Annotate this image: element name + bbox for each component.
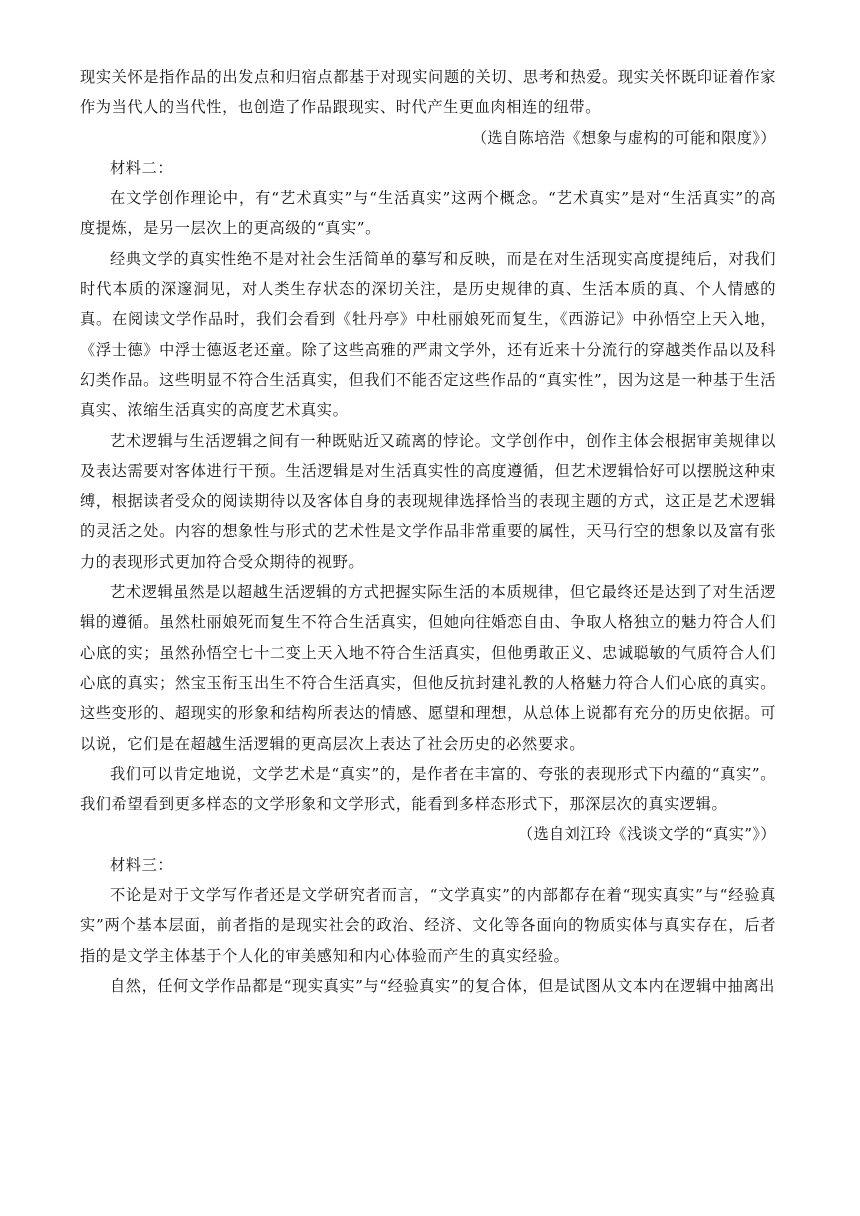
material-three-label: 材料三：	[110, 855, 174, 874]
source-citation-2: （选自刘江玲《浅谈文学的“真实”》）	[517, 825, 776, 844]
paragraph-continuation: 现实关怀是指作品的出发点和归宿点都基于对现实问题的关切、思考和热爱。现实关怀既印证着作家作为当代人的当代性，也创造了作品跟现实、时代产生更血肉相连的纽带。	[80, 68, 776, 117]
paragraph-conclusion: 我们可以肯定地说，文学艺术是“真实”的，是作者在丰富的、夸张的表现形式下内蕴的“真实”。我们希望看到更多样态的文学形象和文学形式，能看到多样态形式下，那深层次的真实逻辑。	[80, 764, 776, 814]
paragraph-literary-truth-layers: 不论是对于文学写作者还是文学研究者而言，“文学真实”的内部都存在着“现实真实”与“经验真实”两个基本层面，前者指的是现实社会的政治、经济、文化等各面向的物质实体与真实存在，后者指的是文学主体基于个人化的审美感知和内心体验而产生的真实经验。	[80, 886, 776, 965]
paragraph-classic-literature: 经典文学的真实性绝不是对社会生活简单的摹写和反映，而是在对生活现实高度提纯后，对我们时代本质的深邃洞见，对人类生存状态的深切关注，是历史规律的真、生活本质的真、个人情感的真。在阅读文学作品时，我们会看到《牡丹亭》中杜丽娘死而复生，《西游记》中孙悟空上天入地，《浮士德》中浮士德返老还童。除了这些高雅的严肃文学外，还有近来十分流行的穿越类作品以及科幻类作品。这些明显不符合生活真实，但我们不能否定这些作品的“真实性”，因为这是一种基于生活真实、浓缩生活真实的高度艺术真实。	[80, 249, 776, 420]
paragraph-art-logic: 艺术逻辑与生活逻辑之间有一种既贴近又疏离的悖论。文学创作中，创作主体会根据审美规律以及表达需要对客体进行干预。生活逻辑是对生活真实性的高度遵循，但艺术逻辑恰好可以摆脱这种束缚，根据读者受众的阅读期待以及客体自身的表现规律选择恰当的表现主题的方式，这正是艺术逻辑的灵活之处。内容的想象性与形式的艺术性是文学作品非常重要的属性，天马行空的想象以及富有张力的表现形式更加符合受众期待的视野。	[80, 431, 776, 571]
paragraph-art-logic-follow: 艺术逻辑虽然是以超越生活逻辑的方式把握实际生活的本质规律，但它最终还是达到了对生活逻辑的遵循。虽然杜丽娘死而复生不符合生活真实，但她向往婚恋自由、争取人格独立的魅力符合人们心底的实；虽然孙悟空七十二变上天入地不符合生活真实，但他勇敢正义、忠诚聪敏的气质符合人们心底的真实；然宝玉衔玉出生不符合生活真实，但他反抗封建礼教的人格魅力符合人们心底的真实。这些变形的、超现实的形象和结构所表达的情感、愿望和理想，从总体上说都有充分的历史依据。可以说，它们是在超越生活逻辑的更高层次上表达了社会历史的必然要求。	[80, 583, 776, 753]
material-two-label: 材料二：	[110, 158, 174, 177]
source-citation-1: （选自陈培浩《想象与虚构的可能和限度》）	[471, 128, 776, 147]
document-page	[80, 62, 776, 1001]
paragraph-composite: 自然，任何文学作品都是“现实真实”与“经验真实”的复合体，但是试图从文本内在逻辑中抽离出	[110, 976, 775, 995]
paragraph-art-truth-concept: 在文学创作理论中，有“艺术真实”与“生活真实”这两个概念。“艺术真实”是对“生活真实”的高度提炼，是另一层次上的更高级的“真实”。	[80, 189, 776, 238]
